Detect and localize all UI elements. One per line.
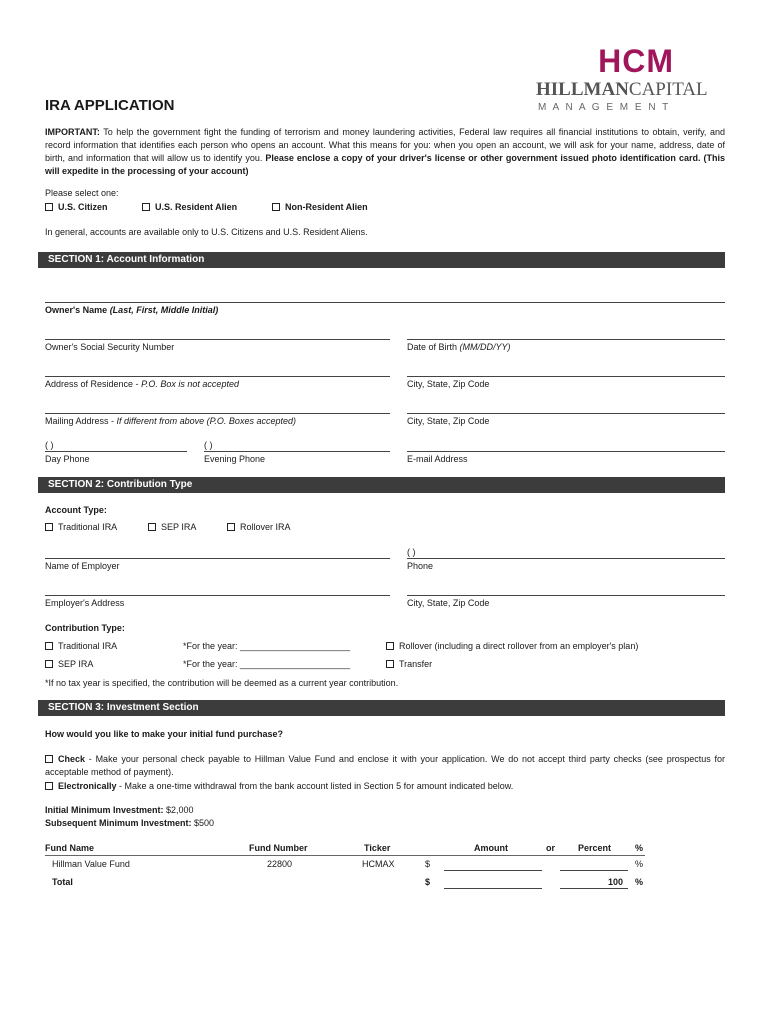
contribution-option-rollover[interactable] (386, 641, 638, 651)
checkbox-icon (386, 642, 394, 650)
citizenship-option-resident-alien[interactable] (142, 202, 237, 212)
logo-name-bold: HILLMAN (536, 79, 629, 100)
contribution-option-traditional-ira[interactable] (45, 641, 117, 651)
employer-csz-label: City, State, Zip Code (407, 598, 490, 608)
residence-hint: P.O. Box is not accepted (141, 379, 239, 389)
option-label: Rollover IRA (240, 522, 291, 532)
option-label: SEP IRA (161, 522, 197, 532)
citizenship-option-us-citizen[interactable] (45, 202, 108, 212)
dob-hint: (MM/DD/YY) (459, 342, 511, 352)
account-option-sep-ira[interactable] (148, 522, 196, 532)
page-title: IRA APPLICATION (45, 97, 175, 114)
day-phone-line[interactable] (45, 451, 187, 452)
logo-subtitle: M A N A G E M E N T (538, 102, 671, 113)
employer-address-label: Employer's Address (45, 598, 125, 608)
email-label: E-mail Address (407, 454, 468, 464)
checkbox-icon (45, 523, 53, 531)
day-phone-label: Day Phone (45, 454, 90, 464)
option-label: Traditional IRA (58, 641, 118, 651)
evening-phone-line[interactable] (204, 451, 390, 452)
option-label: U.S. Citizen (58, 202, 108, 212)
citizenship-note: In general, accounts are available only to U.S. Citizens and U.S. Resident Aliens. (45, 227, 368, 237)
dob-label (407, 342, 511, 352)
initial-minimum (45, 805, 194, 815)
option-label: SEP IRA (58, 659, 94, 669)
row-amount-field[interactable] (444, 870, 542, 871)
option-label: Rollover (including a direct rollover from an employer's plan) (399, 641, 639, 651)
employer-phone-line[interactable] (407, 558, 725, 559)
residence-label (45, 379, 239, 389)
day-phone-paren: ( ) (45, 440, 54, 450)
employer-csz-line[interactable] (407, 595, 725, 596)
col-fund-number: Fund Number (249, 843, 308, 853)
employer-name-label: Name of Employer (45, 561, 120, 571)
total-label: Total (52, 877, 73, 887)
total-percent-line (560, 888, 628, 889)
logo-mark: HCM (598, 43, 674, 79)
option-label: Non-Resident Alien (285, 202, 368, 212)
col-pct-sign: % (635, 843, 644, 853)
row-fund-number: 22800 (267, 859, 293, 869)
option-label: U.S. Resident Alien (155, 202, 238, 212)
csz2-label: City, State, Zip Code (407, 416, 490, 426)
citizenship-option-non-resident-alien[interactable] (272, 202, 368, 212)
checkbox-icon (227, 523, 235, 531)
initial-minimum-label: Initial Minimum Investment: (45, 805, 164, 815)
owner-name-hint: (Last, First, Middle Initial) (109, 305, 219, 315)
ssn-line[interactable] (45, 339, 390, 340)
csz1-line[interactable] (407, 376, 725, 377)
col-or: or (546, 843, 555, 853)
important-text: To help the government fight the funding of terrorism and money laundering activities, Federal law requires all financial institutions to obtain, verify, and record information that identifies each person who opens an account. What this means for you: when you open an account, we will ask for your name, address, date of birth, and information that will allow us to identify you. (45, 127, 725, 163)
important-label: IMPORTANT: (45, 127, 100, 137)
subsequent-minimum-label: Subsequent Minimum Investment: (45, 818, 192, 828)
checkbox-icon (45, 203, 53, 211)
subsequent-minimum-value: $500 (194, 818, 215, 828)
employer-address-line[interactable] (45, 595, 390, 596)
checkbox-icon (45, 660, 53, 668)
tax-year-note: *If no tax year is specified, the contribution will be deemed as a current year contribution. (45, 678, 399, 688)
email-line[interactable] (407, 451, 725, 452)
row-ticker: HCMAX (362, 859, 395, 869)
checkbox-icon (148, 523, 156, 531)
account-option-rollover-ira[interactable] (227, 522, 291, 532)
checkbox-icon (45, 755, 53, 763)
electronic-text: - Make a one-time withdrawal from the bank account listed in Section 5 for amount indicated below. (119, 781, 514, 791)
total-pct-sign: % (635, 877, 644, 887)
checkbox-icon (142, 203, 150, 211)
evening-phone-label: Evening Phone (204, 454, 266, 464)
col-percent: Percent (578, 843, 612, 853)
mailing-hint: If different from above (P.O. Boxes accepted) (116, 416, 296, 426)
residence-line[interactable] (45, 376, 390, 377)
employer-name-line[interactable] (45, 558, 390, 559)
mailing-text: Mailing Address - (45, 416, 115, 426)
checkbox-icon (45, 642, 53, 650)
checkbox-icon (272, 203, 280, 211)
logo-name (536, 80, 708, 100)
row-dollar: $ (425, 859, 431, 869)
owner-name-line[interactable] (45, 302, 725, 303)
table-header-line (45, 855, 645, 856)
owner-name-label (45, 305, 218, 315)
electronic-label: Electronically (58, 781, 117, 791)
purchase-question: How would you like to make your initial fund purchase? (45, 729, 284, 739)
dob-line[interactable] (407, 339, 725, 340)
total-percent-value: 100 (608, 877, 624, 887)
logo-name-rest: CAPITAL (628, 79, 708, 100)
col-amount: Amount (474, 843, 508, 853)
mailing-line[interactable] (45, 413, 390, 414)
residence-text: Address of Residence - (45, 379, 139, 389)
account-option-traditional-ira[interactable] (45, 522, 117, 532)
row-pct-sign: % (635, 859, 644, 869)
option-label: Transfer (399, 659, 433, 669)
for-year-field-1[interactable]: *For the year: ______________________ (183, 641, 351, 651)
section1-header: SECTION 1: Account Information (38, 252, 725, 268)
section3-header: SECTION 3: Investment Section (38, 700, 725, 716)
employer-phone-paren: ( ) (407, 547, 416, 557)
employer-phone-label: Phone (407, 561, 434, 571)
important-notice (45, 126, 725, 178)
check-label: Check (58, 754, 86, 764)
col-fund-name: Fund Name (45, 843, 95, 853)
dob-text: Date of Birth (407, 342, 458, 352)
contribution-type-label: Contribution Type: (45, 623, 125, 633)
contribution-option-sep-ira[interactable] (45, 659, 93, 669)
initial-minimum-value: $2,000 (166, 805, 194, 815)
check-option[interactable] (45, 753, 725, 779)
electronic-option[interactable] (45, 781, 513, 791)
option-label: Traditional IRA (58, 522, 118, 532)
csz2-line[interactable] (407, 413, 725, 414)
row-fund-name: Hillman Value Fund (52, 859, 130, 869)
owner-name-text: Owner's Name (45, 305, 108, 315)
checkbox-icon (45, 782, 53, 790)
mailing-label (45, 416, 296, 426)
total-dollar: $ (425, 877, 431, 887)
ssn-label: Owner's Social Security Number (45, 342, 175, 352)
checkbox-icon (386, 660, 394, 668)
contribution-option-transfer[interactable] (386, 659, 432, 669)
row-percent-field[interactable] (560, 870, 628, 871)
account-type-label: Account Type: (45, 505, 107, 515)
total-amount-field[interactable] (444, 888, 542, 889)
csz1-label: City, State, Zip Code (407, 379, 490, 389)
company-logo (536, 44, 726, 114)
col-ticker: Ticker (364, 843, 391, 853)
citizenship-prompt: Please select one: (45, 188, 119, 198)
for-year-field-2[interactable]: *For the year: ______________________ (183, 659, 351, 669)
check-text: - Make your personal check payable to Hillman Value Fund and enclose it with your application. We do not accept third party checks (see prospectus for acceptable method of payment). (45, 754, 725, 777)
subsequent-minimum (45, 818, 214, 828)
section2-header: SECTION 2: Contribution Type (38, 477, 725, 493)
important-bold-text: Please enclose a copy of your driver's license or other government issued photo identification card. (This will expedite in the processing of your account) (45, 153, 725, 176)
evening-phone-paren: ( ) (204, 440, 213, 450)
